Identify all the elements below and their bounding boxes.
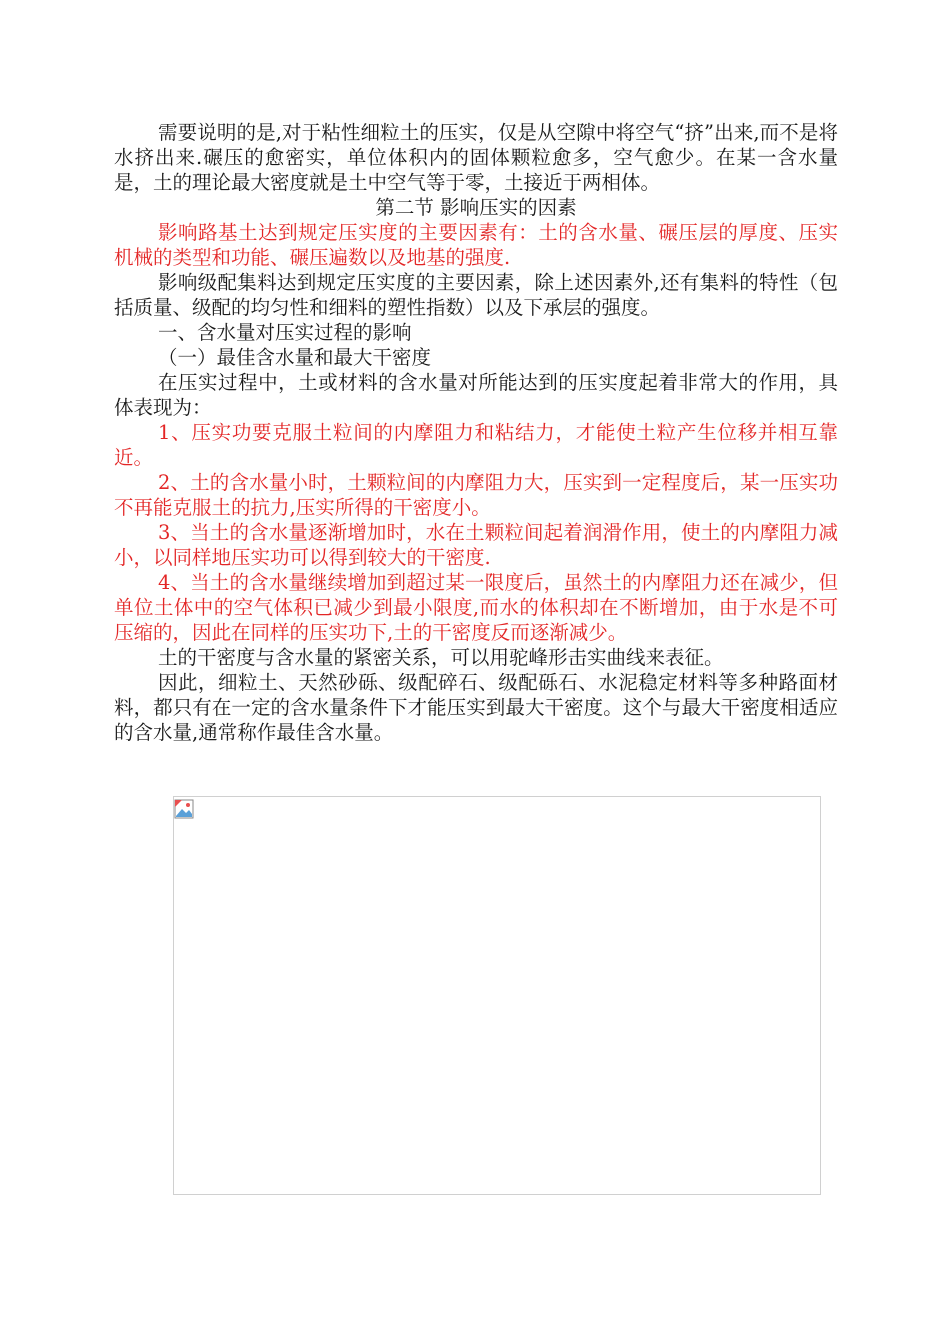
list-item-4: 4、当土的含水量继续增加到超过某一限度后，虽然土的内摩阻力还在减少，但单位土体中的空气体积已减少到最小限度,而水的体积却在不断增加，由于水是不可压缩的，因此在同样的压实功下,土的干密度反而逐渐减少。 (114, 571, 838, 644)
list-item-2: 2、土的含水量小时，土颗粒间的内摩阻力大，压实到一定程度后，某一压实功不再能克服土的抗力,压实所得的干密度小。 (114, 471, 838, 519)
paragraph-compaction-process: 在压实过程中，土或材料的含水量对所能达到的压实度起着非常大的作用，具体表现为： (114, 371, 838, 419)
image-frame (173, 796, 821, 1195)
paragraph-conclusion: 因此，细粒土、天然砂砾、级配碎石、级配砾石、水泥稳定材料等多种路面材料，都只有在一定的含水量条件下才能压实到最大干密度。这个与最大干密度相适应的含水量,通常称作最佳含水量。 (114, 671, 838, 744)
paragraph-subgrade-factors: 影响路基土达到规定压实度的主要因素有：土的含水量、碾压层的厚度、压实机械的类型和功能、碾压遍数以及地基的强度. (114, 221, 838, 269)
subheading-moisture: 一、含水量对压实过程的影响 (158, 321, 412, 344)
document-body (114, 120, 838, 745)
paragraph-intro: 需要说明的是,对于粘性细粒土的压实，仅是从空隙中将空气“挤”出来,而不是将水挤出来.碾压的愈密实，单位体积内的固体颗粒愈多，空气愈少。在某一含水量是，土的理论最大密度就是土中空气等于零，土接近于两相体。 (114, 121, 838, 194)
list-item-3: 3、当土的含水量逐渐增加时，水在土颗粒间起着润滑作用，使土的内摩阻力减小，以同样地压实功可以得到较大的干密度. (114, 521, 838, 569)
subheading-optimum: （一）最佳含水量和最大干密度 (158, 346, 432, 369)
paragraph-curve: 土的干密度与含水量的紧密关系，可以用驼峰形击实曲线来表征。 (158, 646, 724, 669)
paragraph-aggregate-factors: 影响级配集料达到规定压实度的主要因素，除上述因素外,还有集料的特性（包括质量、级配的均匀性和细料的塑性指数）以及下承层的强度。 (114, 271, 838, 319)
section-heading: 第二节 影响压实的因素 (375, 196, 577, 219)
broken-image-icon (174, 799, 194, 819)
list-item-1: 1、压实功要克服土粒间的内摩阻力和粘结力，才能使土粒产生位移并相互靠近。 (114, 421, 838, 469)
